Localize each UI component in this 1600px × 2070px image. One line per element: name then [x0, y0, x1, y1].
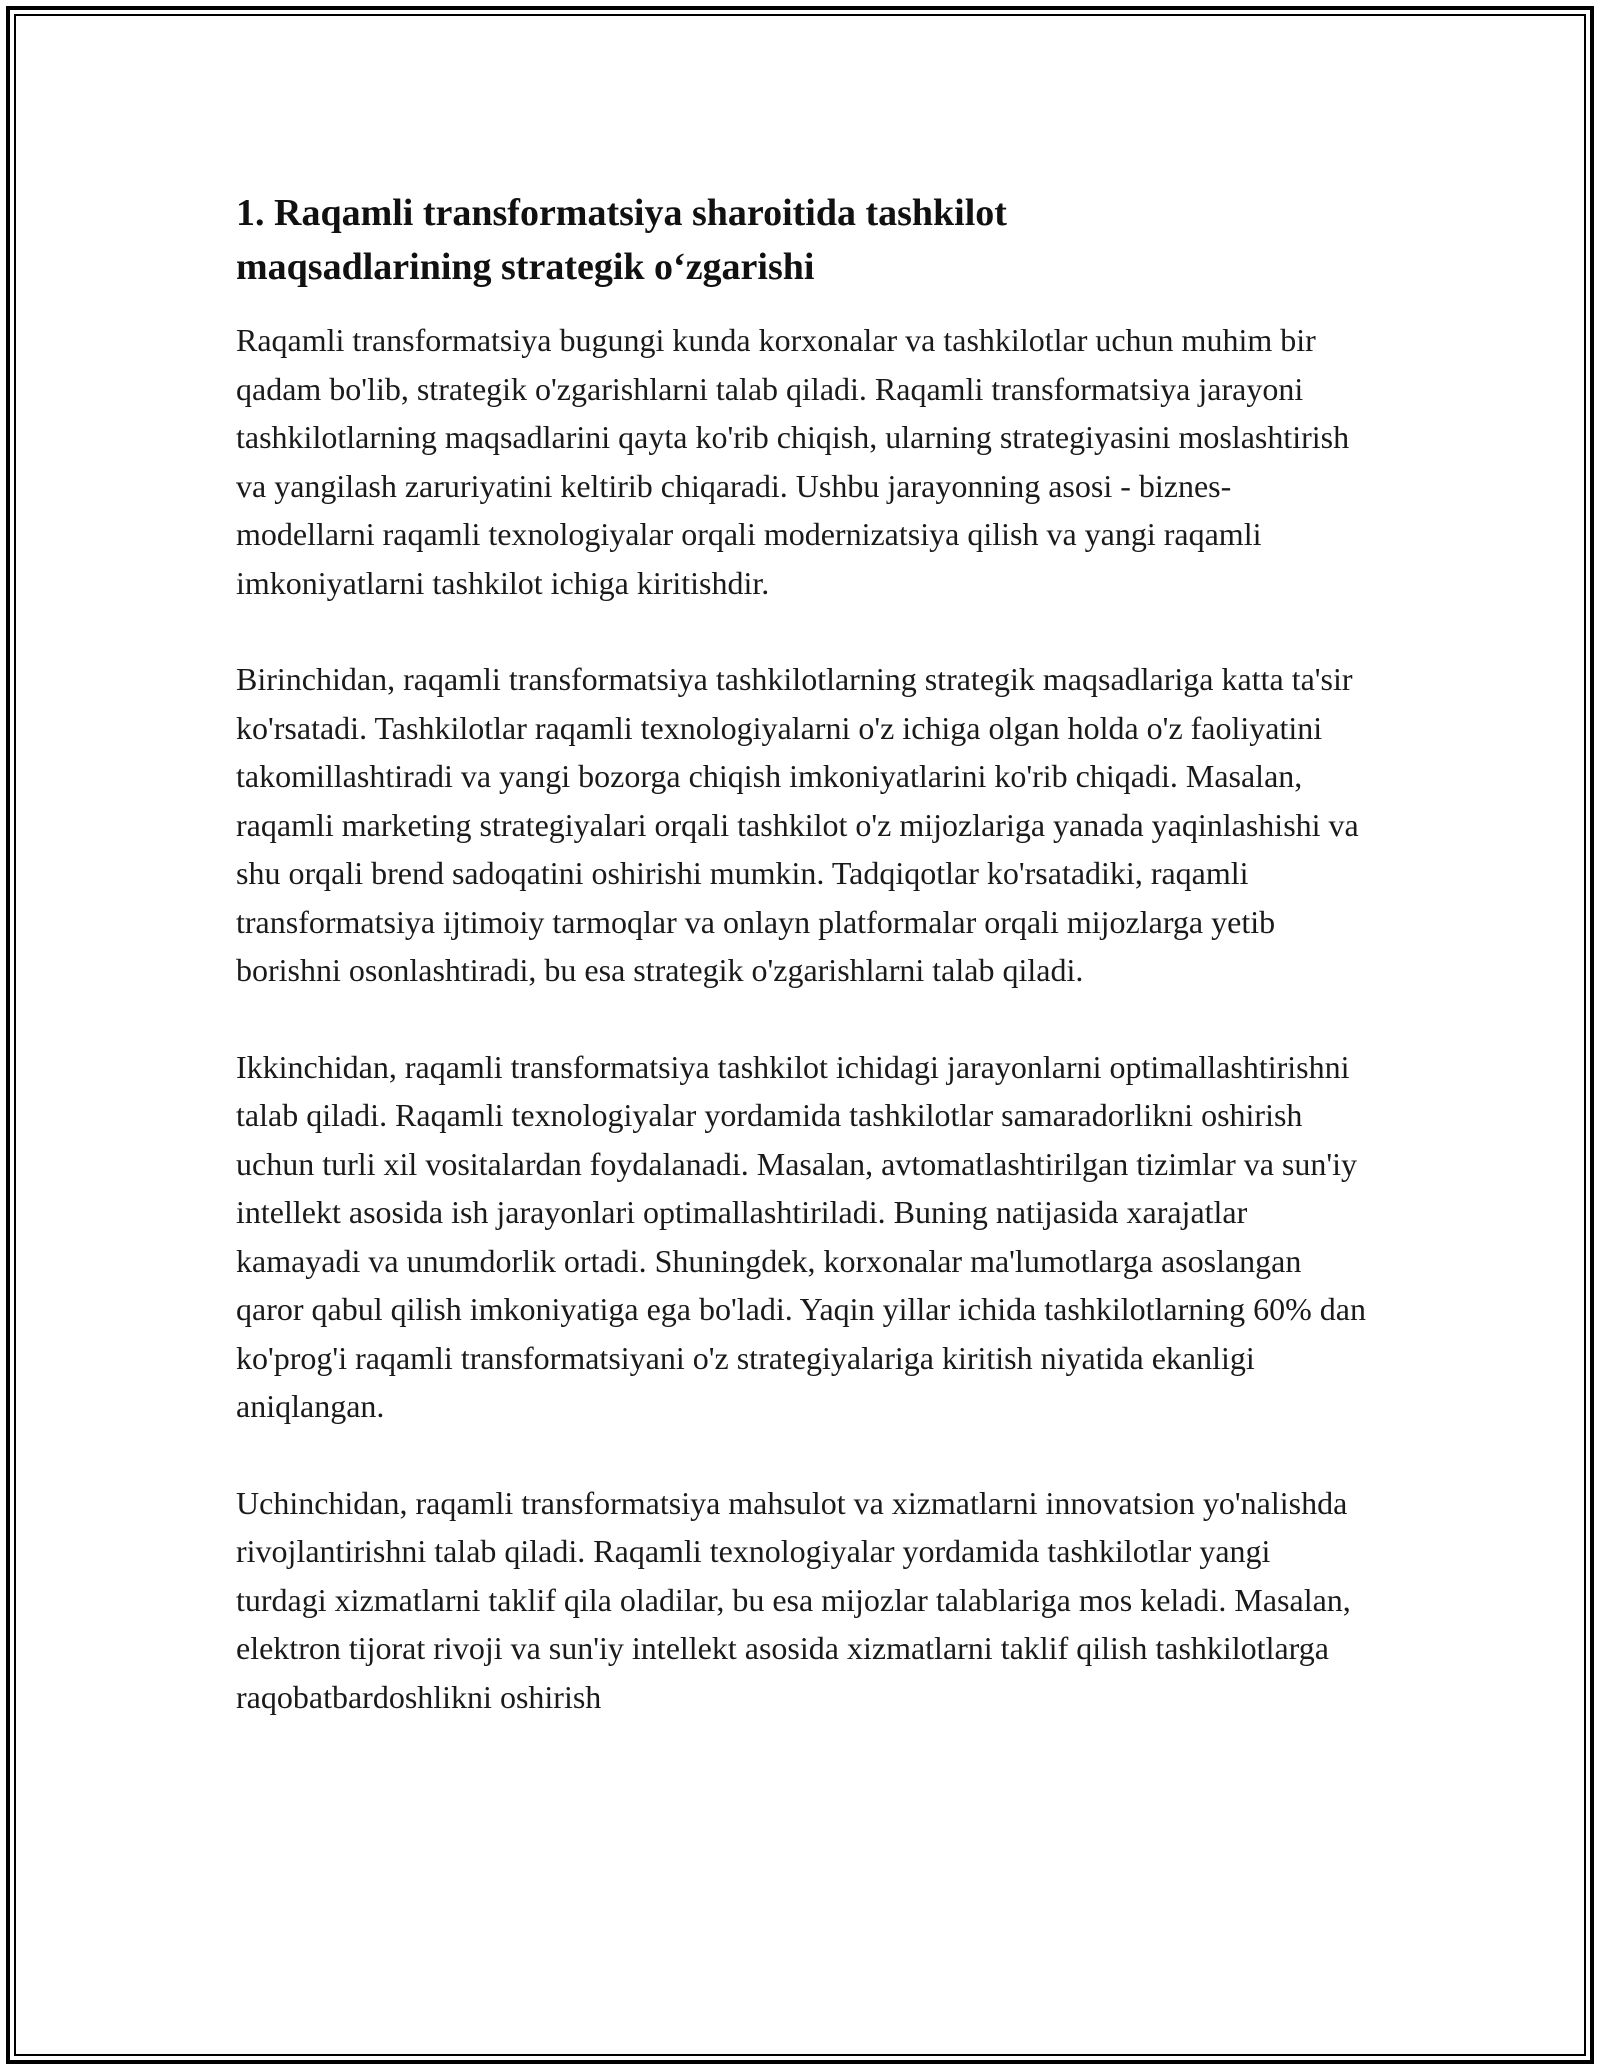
section-title: [236, 186, 1366, 294]
paragraph-second: Ikkinchidan, raqamli transformatsiya tashkilot ichidagi jarayonlarni optimallashtirishni talab qiladi. Raqamli texnologiyalar yordamida tashkilotlar samaradorlikni oshirish uchun turli xil vositalardan foydalanadi. Masalan, avtomatlashtirilgan tizimlar va sun'iy intellekt asosida ish jarayonlari optimallashtiriladi. Buning natijasida xarajatlar kamayadi va unumdorlik ortadi. Shuningdek, korxonalar ma'lumotlarga asoslangan qaror qabul qilish imkoniyatiga ega bo'ladi. Yaqin yillar ichida tashkilotlarning 60% dan ko'prog'i raqamli transformatsiyani o'z strategiyalariga kiritish niyatida ekanligi aniqlangan.: [236, 1048, 1366, 1424]
document-body: [236, 186, 1366, 1721]
section-title-line-2: maqsadlarining strategik o‘zgarishi: [236, 246, 815, 288]
paragraph-third: Uchinchidan, raqamli transformatsiya mahsulot va xizmatlarni innovatsion yo'nalishda rivojlantirishni talab qiladi. Raqamli texnologiyalar yordamida tashkilotlar yangi turdagi xizmatlarni taklif qila oladilar, bu esa mijozlar talablariga mos keladi. Masalan, elektron tijorat rivoji va sun'iy intellekt asosida xizmatlarni taklif qilish tashkilotlarga raqobatbardoshlikni oshirish: [236, 1484, 1351, 1715]
section-title-line-1: 1. Raqamli transformatsiya sharoitida tashkilot: [236, 192, 1007, 234]
paragraph-first: Birinchidan, raqamli transformatsiya tashkilotlarning strategik maqsadlariga katta ta'sir ko'rsatadi. Tashkilotlar raqamli texnologiyalarni o'z ichiga olgan holda o'z faoliyatini takomillashtiradi va yangi bozorga chiqish imkoniyatlarini ko'rib chiqadi. Masalan, raqamli marketing strategiyalari orqali tashkilot o'z mijozlariga yanada yaqinlashishi va shu orqali brend sadoqatini oshirishi mumkin. Tadqiqotlar ko'rsatadiki, raqamli transformatsiya ijtimoiy tarmoqlar va onlayn platformalar orqali mijozlarga yetib borishni osonlashtiradi, bu esa strategik o'zgarishlarni talab qiladi.: [236, 661, 1359, 988]
paragraph-intro: Raqamli transformatsiya bugungi kunda korxonalar va tashkilotlar uchun muhim bir qadam bo'lib, strategik o'zgarishlarni talab qiladi. Raqamli transformatsiya jarayoni tashkilotlarning maqsadlarini qayta ko'rib chiqish, ularning strategiyasini moslashtirish va yangilash zaruriyatini keltirib chiqaradi. Ushbu jarayonning asosi - biznes-modellarni raqamli texnologiyalar orqali modernizatsiya qilish va yangi raqamli imkoniyatlarni tashkilot ichiga kiritishdir.: [236, 322, 1350, 601]
